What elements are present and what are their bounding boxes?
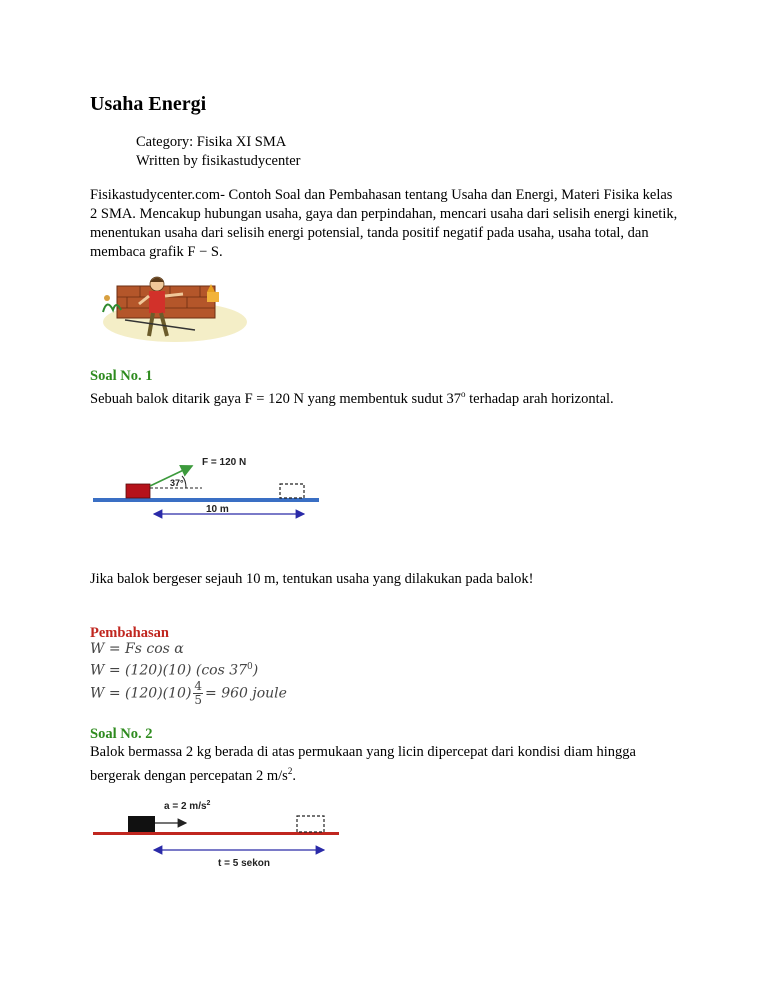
block-final-position	[297, 816, 324, 832]
soal-2-heading: Soal No. 2	[90, 726, 153, 742]
force-label: F = 120 N	[202, 457, 247, 468]
soal-1-heading: Soal No. 1	[90, 368, 153, 384]
soal-2-acceleration-diagram	[90, 794, 345, 870]
soal-1-force-diagram	[90, 450, 325, 522]
ground-line	[93, 498, 319, 502]
author-line: Written by fisikastudycenter	[136, 153, 301, 169]
category-line: Category: Fisika XI SMA	[136, 134, 287, 150]
worker-pushing-wall-illustration	[95, 272, 255, 348]
acceleration-label: a = 2 $m/s^2$	[164, 800, 211, 812]
pembahasan-1-heading: Pembahasan	[90, 625, 169, 641]
distance-label: 10 m	[206, 504, 229, 515]
equation-line-2: W = (120)(10) (cos $37^0$)	[90, 662, 259, 679]
soal-2-text: Balok bermassa 2 kg berada di atas permukaan yang licin dipercepat dari kondisi diam hingga bergerak dengan percepatan 2 $m/s^2$.	[90, 744, 636, 784]
equation-line-1: W = Fs cos α	[90, 641, 184, 657]
page-title: Usaha Energi	[90, 93, 207, 115]
block	[126, 484, 150, 498]
block-final-position	[280, 484, 304, 498]
ground-line	[93, 832, 339, 835]
soal-1-question: Jika balok bergeser sejauh 10 m, tentukan usaha yang dilakukan pada balok!	[90, 571, 534, 587]
soal-1-text: Sebuah balok ditarik gaya F = 120 N yang membentuk sudut 37$^o$ terhadap arah horizontal.	[90, 389, 614, 407]
angle-label: 37°	[170, 478, 184, 488]
time-label: t = 5 sekon	[218, 858, 270, 869]
block	[128, 816, 155, 832]
equation-line-3: W = (120)(10) $\frac{4}{5}$ = 960 joule	[90, 679, 287, 707]
intro-paragraph: Fisikastudycenter.com- Contoh Soal dan Pembahasan tentang Usaha dan Energi, Materi Fisika kelas 2 SMA. Mencakup hubungan usaha, gaya dan perpindahan, mencari usaha dari selisih energi kinetik, menentukan usaha dari selisih energi potensial, tanda positif negatif pada usaha, usaha total, dan membaca grafik F − S.	[90, 187, 678, 260]
fraction: $\frac{4}{5}$	[194, 679, 203, 707]
